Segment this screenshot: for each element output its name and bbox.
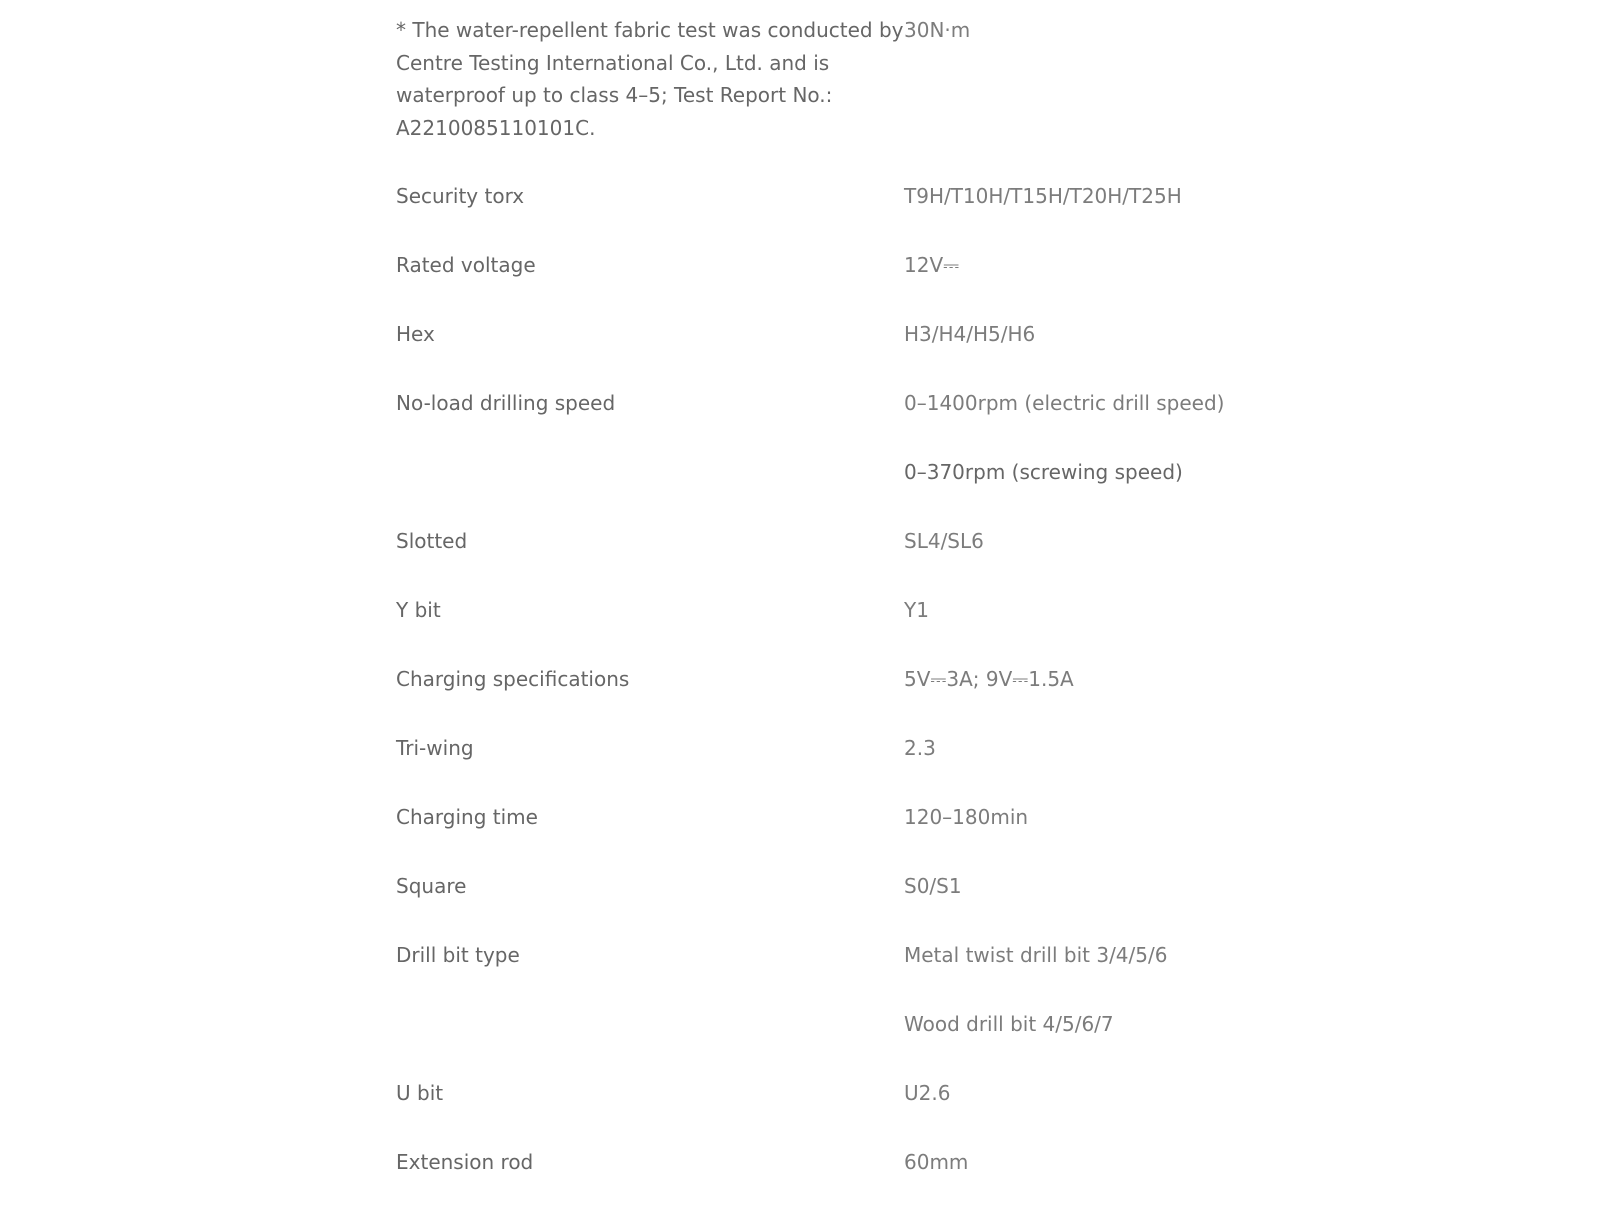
- spec-row-screwing-speed: [396, 456, 1296, 525]
- spec-row-slotted: [396, 525, 1296, 594]
- spec-value: 2.3: [904, 736, 936, 760]
- spec-label: Square: [396, 874, 467, 898]
- spec-label: Rated voltage: [396, 253, 536, 277]
- spec-row-waterproof-note: [396, 14, 1296, 144]
- torque-value: 30N·m: [904, 18, 971, 42]
- spec-label: U bit: [396, 1081, 444, 1105]
- spec-label: Charging specifications: [396, 667, 630, 691]
- spec-row-wood-drill-bit: [396, 1008, 1296, 1077]
- spec-value: Y1: [904, 598, 929, 622]
- spec-label: Drill bit type: [396, 943, 520, 967]
- spec-label: Y bit: [396, 598, 441, 622]
- spec-label: Hex: [396, 322, 435, 346]
- spec-row-tri-wing: [396, 732, 1296, 801]
- spec-row-y-bit: [396, 594, 1296, 663]
- spec-row-extension-rod: [396, 1146, 1296, 1215]
- waterproof-note-text: * The water-repellent fabric test was conducted by Centre Testing International Co., Ltd. and is waterproof up to class 4–5; Test Report No.: A2210085110101C.: [396, 18, 904, 140]
- spec-value: T9H/T10H/T15H/T20H/T25H: [904, 184, 1182, 208]
- spec-value: S0/S1: [904, 874, 962, 898]
- spec-row-square: [396, 870, 1296, 939]
- spec-value: Metal twist drill bit 3/4/5/6: [904, 943, 1168, 967]
- spec-label: No-load drilling speed: [396, 391, 616, 415]
- spec-row-hex: [396, 318, 1296, 387]
- spec-label: Slotted: [396, 529, 468, 553]
- spec-value: H3/H4/H5/H6: [904, 322, 1036, 346]
- spec-list: [396, 14, 1296, 1215]
- spec-value: 12V⎓: [904, 253, 960, 277]
- spec-row-security-torx: [396, 180, 1296, 249]
- spec-row-charging-specifications: [396, 663, 1296, 732]
- spec-value: Wood drill bit 4/5/6/7: [904, 1012, 1114, 1036]
- spec-value: 5V⎓3A; 9V⎓1.5A: [904, 667, 1074, 691]
- spec-value: 0–1400rpm (electric drill speed): [904, 391, 1225, 415]
- spec-value: 60mm: [904, 1150, 969, 1174]
- spec-row-drill-bit-type: [396, 939, 1296, 1008]
- spec-row-rated-voltage: [396, 249, 1296, 318]
- spec-label: Security torx: [396, 184, 525, 208]
- spec-label: Extension rod: [396, 1150, 534, 1174]
- spec-value: 0–370rpm (screwing speed): [904, 460, 1183, 484]
- spec-value: SL4/SL6: [904, 529, 984, 553]
- spec-row-u-bit: [396, 1077, 1296, 1146]
- spec-row-charging-time: [396, 801, 1296, 870]
- spec-label: Tri-wing: [396, 736, 474, 760]
- spec-value: U2.6: [904, 1081, 951, 1105]
- spec-label: Charging time: [396, 805, 538, 829]
- spec-row-no-load-drilling-speed: [396, 387, 1296, 456]
- spec-value: 120–180min: [904, 805, 1029, 829]
